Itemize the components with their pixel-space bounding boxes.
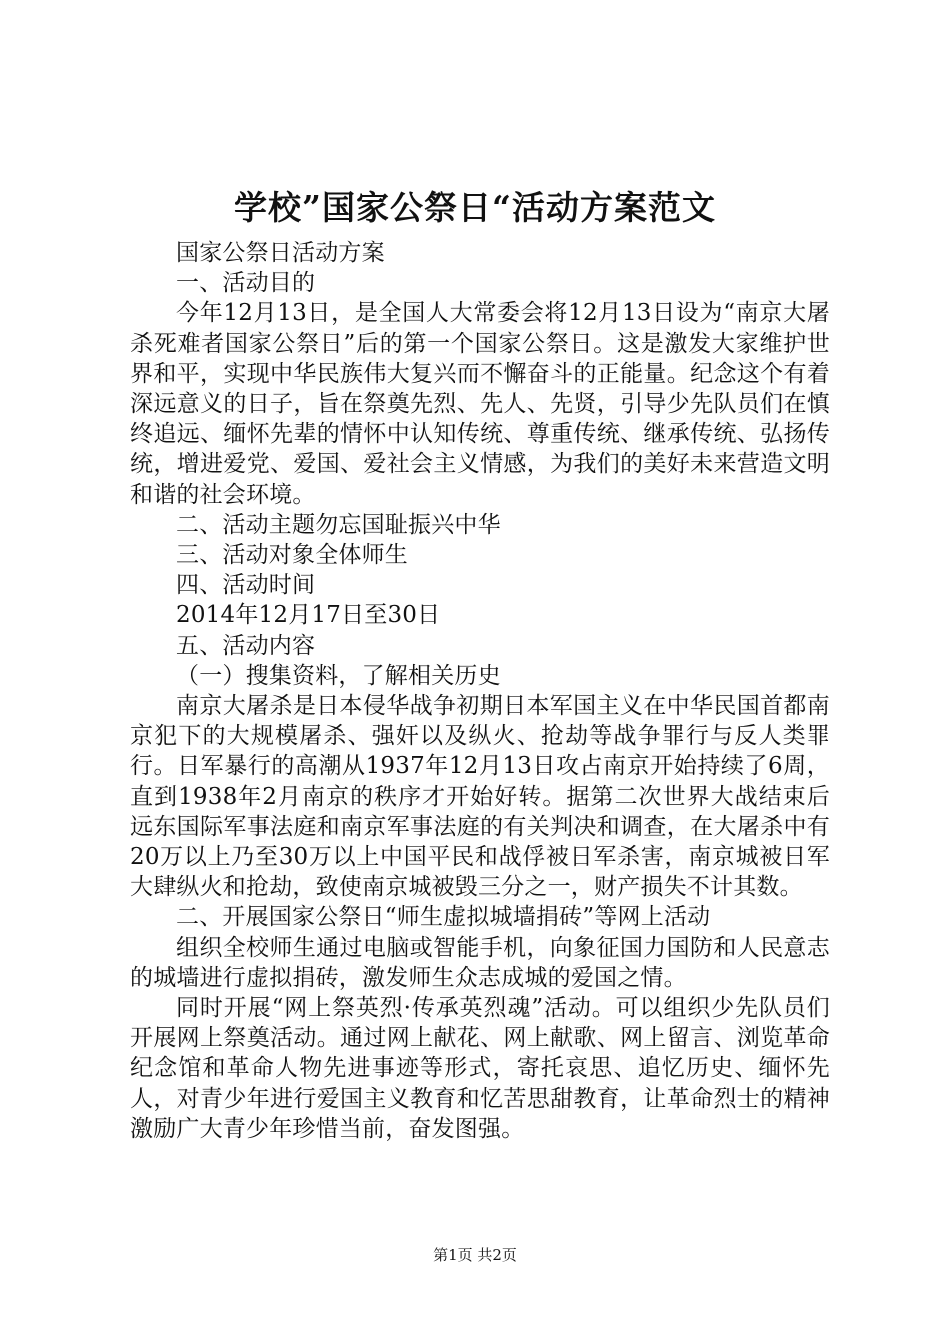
section-heading: 三、活动对象全体师生 — [176, 542, 408, 569]
paragraph: 组织全校师生通过电脑或智能手机，向象征国力国防和人民意志的城墙进行虚拟捐砖，激发师生众志成城的爱国之情。 — [130, 934, 830, 991]
paragraph: 同时开展“网上祭英烈·传承英烈魂”活动。可以组织少先队员们开展网上祭奠活动。通过网上献花、网上献歌、网上留言、浏览革命纪念馆和革命人物先进事迹等形式，寄托哀思、追忆历史、缅怀先人，对青少年进行爱国主义教育和忆苦思甜教育，让革命烈士的精神激励广大青少年珍惜当前，奋发图强。 — [130, 995, 830, 1142]
subsection-heading: （一）搜集资料，了解相关历史 — [176, 662, 501, 689]
section-heading: 一、活动目的 — [176, 270, 316, 297]
section-heading: 二、活动主题勿忘国耻振兴中华 — [176, 511, 501, 538]
page-footer: 第1页 共2页 — [433, 1246, 517, 1264]
section-heading: 五、活动内容 — [176, 632, 316, 659]
section-heading: 四、活动时间 — [176, 572, 316, 599]
section-heading: 二、开展国家公祭日“师生虚拟城墙捐砖”等网上活动 — [176, 904, 711, 931]
document-body — [130, 238, 830, 1144]
paragraph: 南京大屠杀是日本侵华战争初期日本军国主义在中华民国首都南京犯下的大规模屠杀、强奸以及纵火、抢劫等战争罪行与反人类罪行。日军暴行的高潮从1937年12月13日攻占南京开始持续了6周，直到1938年2月南京的秩序才开始好转。据第二次世界大战结束后远东国际军事法庭和南京军事法庭的有关判决和调查，在大屠杀中有20万以上乃至30万以上中国平民和战俘被日军杀害，南京城被日军大肆纵火和抢劫，致使南京城被毁三分之一，财产损失不计其数。 — [130, 693, 830, 901]
paragraph: 2014年12月17日至30日 — [176, 602, 441, 629]
paragraph: 国家公祭日活动方案 — [176, 240, 385, 266]
paragraph: 今年12月13日，是全国人大常委会将12月13日设为“南京大屠杀死难者国家公祭日”后的第一个国家公祭日。这是激发大家维护世界和平，实现中华民族伟大复兴而不懈奋斗的正能量。纪念这个有着深远意义的日子，旨在祭奠先烈、先人、先贤，引导少先队员们在慎终追远、缅怀先辈的情怀中认知传统、尊重传统、继承传统、弘扬传统，增进爱党、爱国、爱社会主义情感，为我们的美好未来营造文明和谐的社会环境。 — [130, 300, 830, 508]
document-title: 学校”国家公祭日“活动方案范文 — [234, 188, 716, 227]
